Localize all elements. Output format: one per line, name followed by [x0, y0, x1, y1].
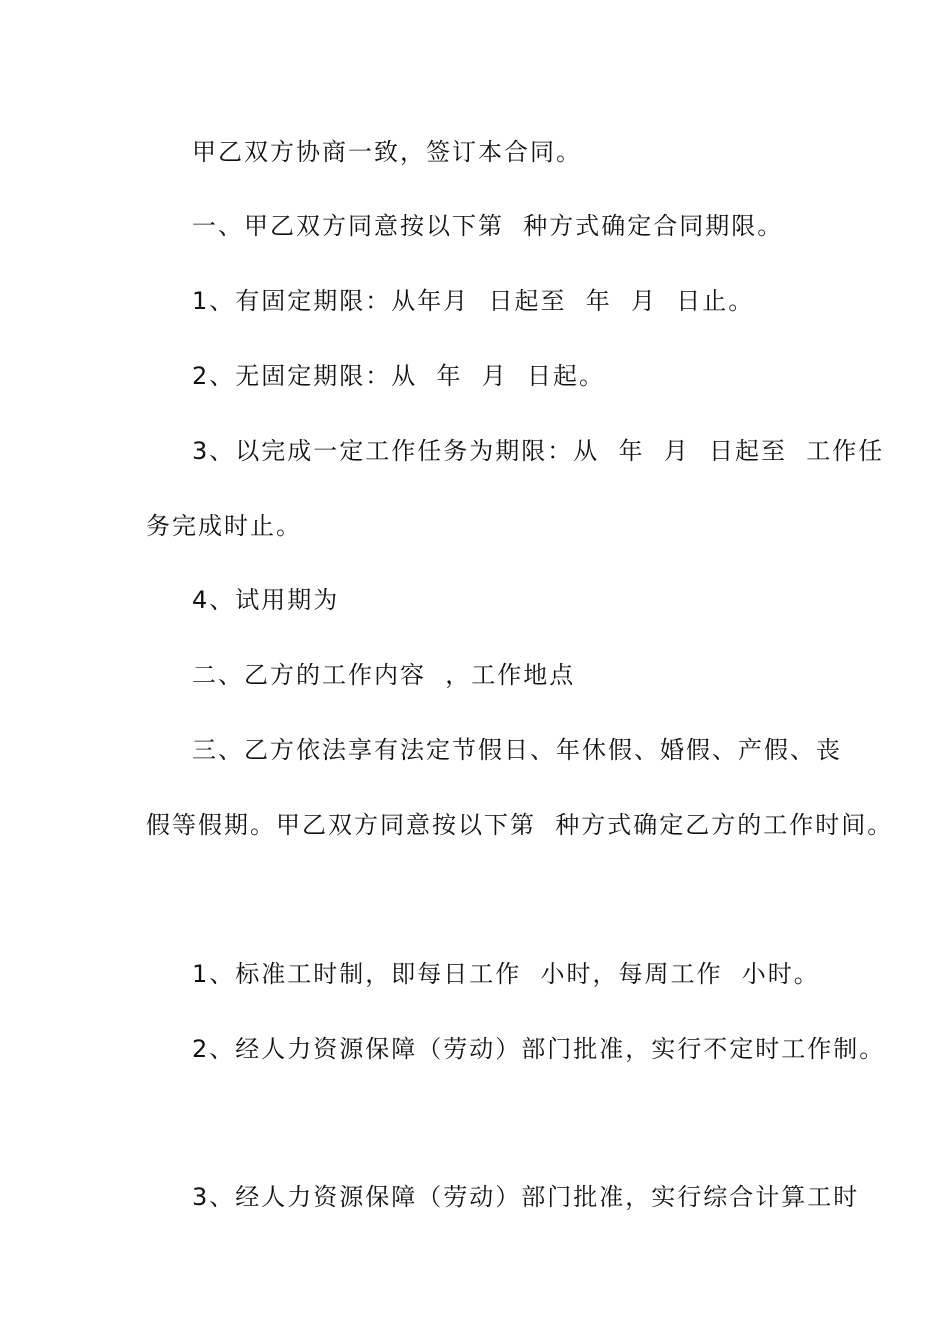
term-unfixed: 2、无固定期限：从 年 月 日起。 [192, 362, 606, 390]
section-three-line1: 三、乙方依法享有法定节假日、年休假、婚假、产假、丧 [192, 736, 842, 764]
section-one-heading: 一、甲乙双方同意按以下第 种方式确定合同期限。 [192, 212, 784, 240]
term-probation: 4、试用期为 [192, 586, 340, 614]
paragraph-agreement: 甲乙双方协商一致，签订本合同。 [192, 138, 582, 166]
section-two-heading: 二、乙方的工作内容 ，工作地点 [192, 661, 576, 689]
hours-comprehensive: 3、经人力资源保障（劳动）部门批准，实行综合计算工时 [192, 1183, 860, 1211]
term-task-based-line1: 3、以完成一定工作任务为期限：从 年 月 日起至 工作任 [192, 437, 885, 465]
section-three-line2: 假等假期。甲乙双方同意按以下第 种方式确定乙方的工作时间。 [146, 811, 894, 839]
hours-flexible: 2、经人力资源保障（劳动）部门批准，实行不定时工作制。 [192, 1035, 886, 1063]
term-task-based-line2: 务完成时止。 [146, 512, 302, 540]
hours-standard: 1、标准工时制，即每日工作 小时，每周工作 小时。 [192, 960, 820, 988]
term-fixed: 1、有固定期限：从年月 日起至 年 月 日止。 [192, 287, 755, 315]
